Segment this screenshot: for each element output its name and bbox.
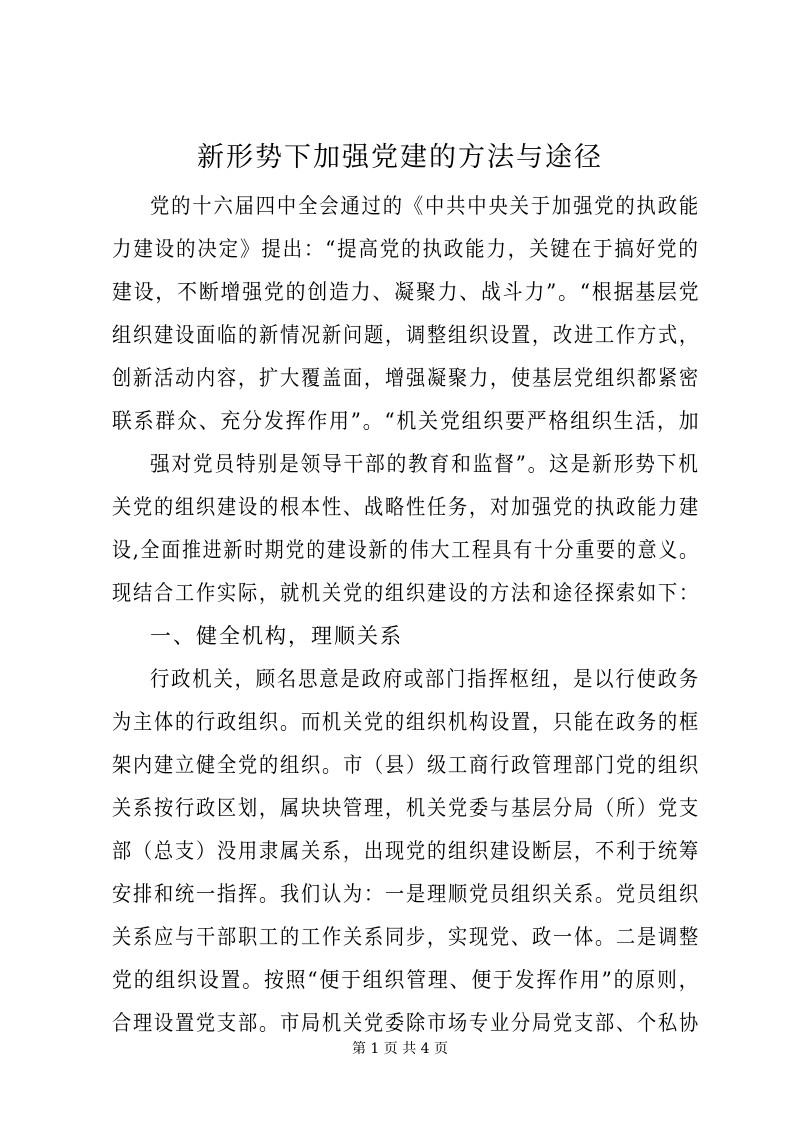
body-line: 关党的组织建设的根本性、战略性任务，对加强党的执政能力建 bbox=[112, 495, 700, 519]
body-line: 关系按行政区划，属块块管理，机关党委与基层分局（所）党支 bbox=[112, 796, 700, 820]
body-line: 安排和统一指挥。我们认为：一是理顺党员组织关系。党员组织 bbox=[112, 882, 700, 906]
body-line: 现结合工作实际，就机关党的组织建设的方法和途径探索如下： bbox=[112, 581, 700, 605]
body-line: 党的十六届四中全会通过的《中共中央关于加强党的执政能 bbox=[150, 194, 700, 218]
body-line: 建设，不断增强党的创造力、凝聚力、战斗力”。“根据基层党 bbox=[112, 280, 701, 304]
body-line: 党的组织设置。按照“便于组织管理、便于发挥作用”的原则， bbox=[112, 968, 701, 992]
body-line: 行政机关，顾名思意是政府或部门指挥枢纽，是以行使政务 bbox=[150, 667, 700, 691]
body-line: 设,全面推进新时期党的建设新的伟大工程具有十分重要的意义。 bbox=[112, 538, 700, 562]
body-line: 创新活动内容，扩大覆盖面，增强凝聚力，使基层党组织都紧密 bbox=[112, 366, 700, 390]
body-line: 合理设置党支部。市局机关党委除市场专业分局党支部、个私协 bbox=[112, 1011, 700, 1035]
body-line: 组织建设面临的新情况新问题，调整组织设置，改进工作方式， bbox=[112, 323, 700, 347]
body-line: 关系应与干部职工的工作关系同步，实现党、政一体。二是调整 bbox=[112, 925, 700, 949]
body-line: 部（总支）没用隶属关系，出现党的组织建设断层，不利于统筹 bbox=[112, 839, 700, 863]
body-line: 联系群众、充分发挥作用”。“机关党组织要严格组织生活，加 bbox=[112, 409, 701, 433]
document-title: 新形势下加强党建的方法与途径 bbox=[197, 142, 603, 173]
body-line: 力建设的决定》提出：“提高党的执政能力，关键在于搞好党的 bbox=[112, 237, 700, 261]
body-line: 架内建立健全党的组织。市（县）级工商行政管理部门党的组织 bbox=[112, 753, 700, 777]
body-line: 强对党员特别是领导干部的教育和监督”。这是新形势下机 bbox=[150, 452, 700, 476]
body-line: 为主体的行政组织。而机关党的组织机构设置，只能在政务的框 bbox=[112, 710, 700, 734]
section-heading: 一、健全机构，理顺关系 bbox=[150, 624, 403, 648]
page-number-footer: 第 1 页 共 4 页 bbox=[351, 1041, 449, 1057]
